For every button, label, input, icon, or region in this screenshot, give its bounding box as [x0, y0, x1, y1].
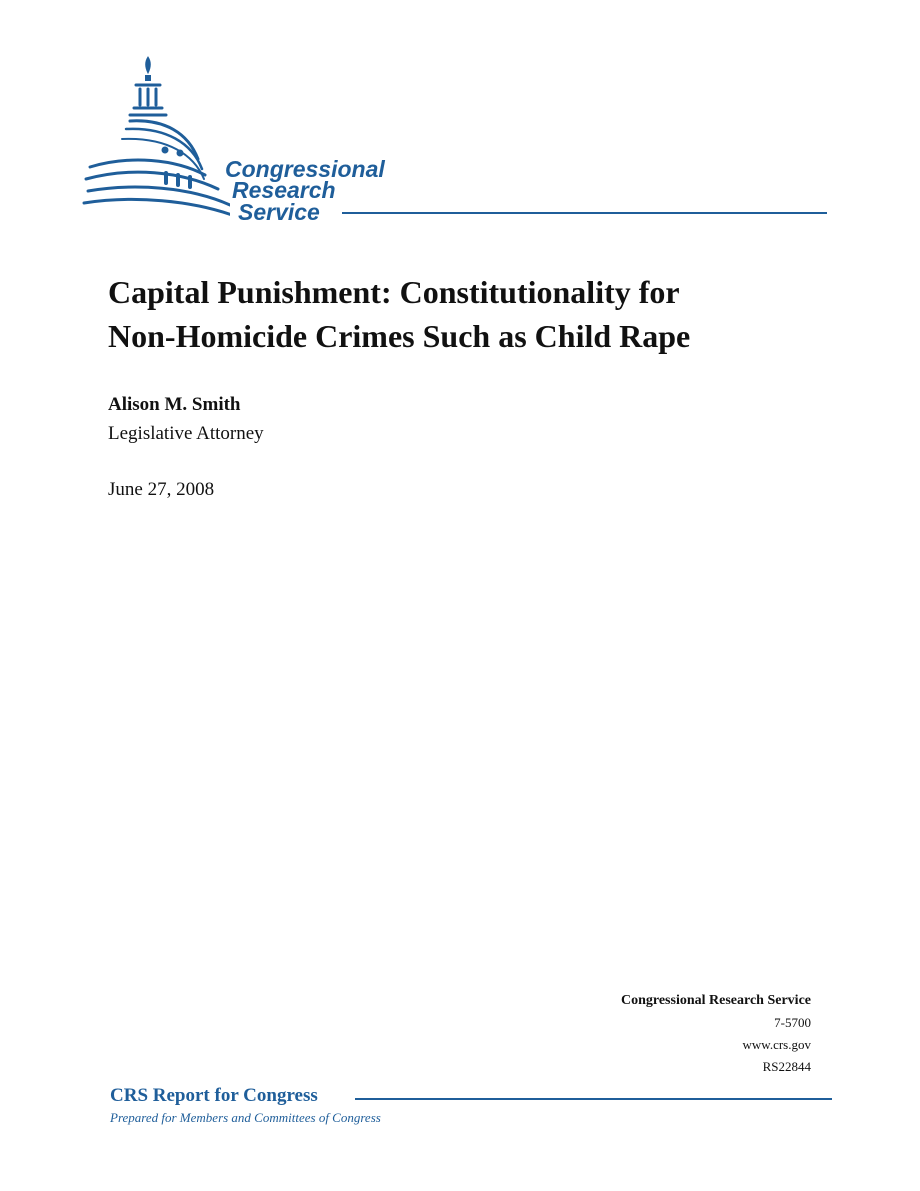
logo-text-service: Service	[238, 199, 320, 225]
report-date: June 27, 2008	[108, 479, 215, 500]
author-name: Alison M. Smith	[108, 394, 241, 415]
logo-text-research: Research	[232, 177, 336, 203]
logo-text-congressional: Congressional	[225, 156, 385, 182]
footer-title: CRS Report for Congress	[110, 1085, 318, 1106]
logo-rule	[342, 212, 827, 214]
author-role: Legislative Attorney	[108, 423, 264, 444]
footer-rule	[355, 1098, 832, 1100]
report-title-line-2: Non-Homicide Crimes Such as Child Rape	[108, 318, 691, 354]
crs-organization: Congressional Research Service	[620, 993, 811, 1008]
report-title-line-1: Capital Punishment: Constitutionality for	[108, 274, 680, 310]
crs-url: www.crs.gov	[742, 1037, 811, 1052]
report-number: RS22844	[762, 1059, 811, 1074]
crs-info-block	[621, 990, 811, 1078]
crs-code: 7-5700	[774, 1015, 811, 1030]
footer-subtitle: Prepared for Members and Committees of Congress	[110, 1110, 381, 1125]
report-title	[108, 270, 828, 358]
crs-logo	[80, 55, 830, 225]
capitol-dome-icon	[80, 55, 230, 220]
